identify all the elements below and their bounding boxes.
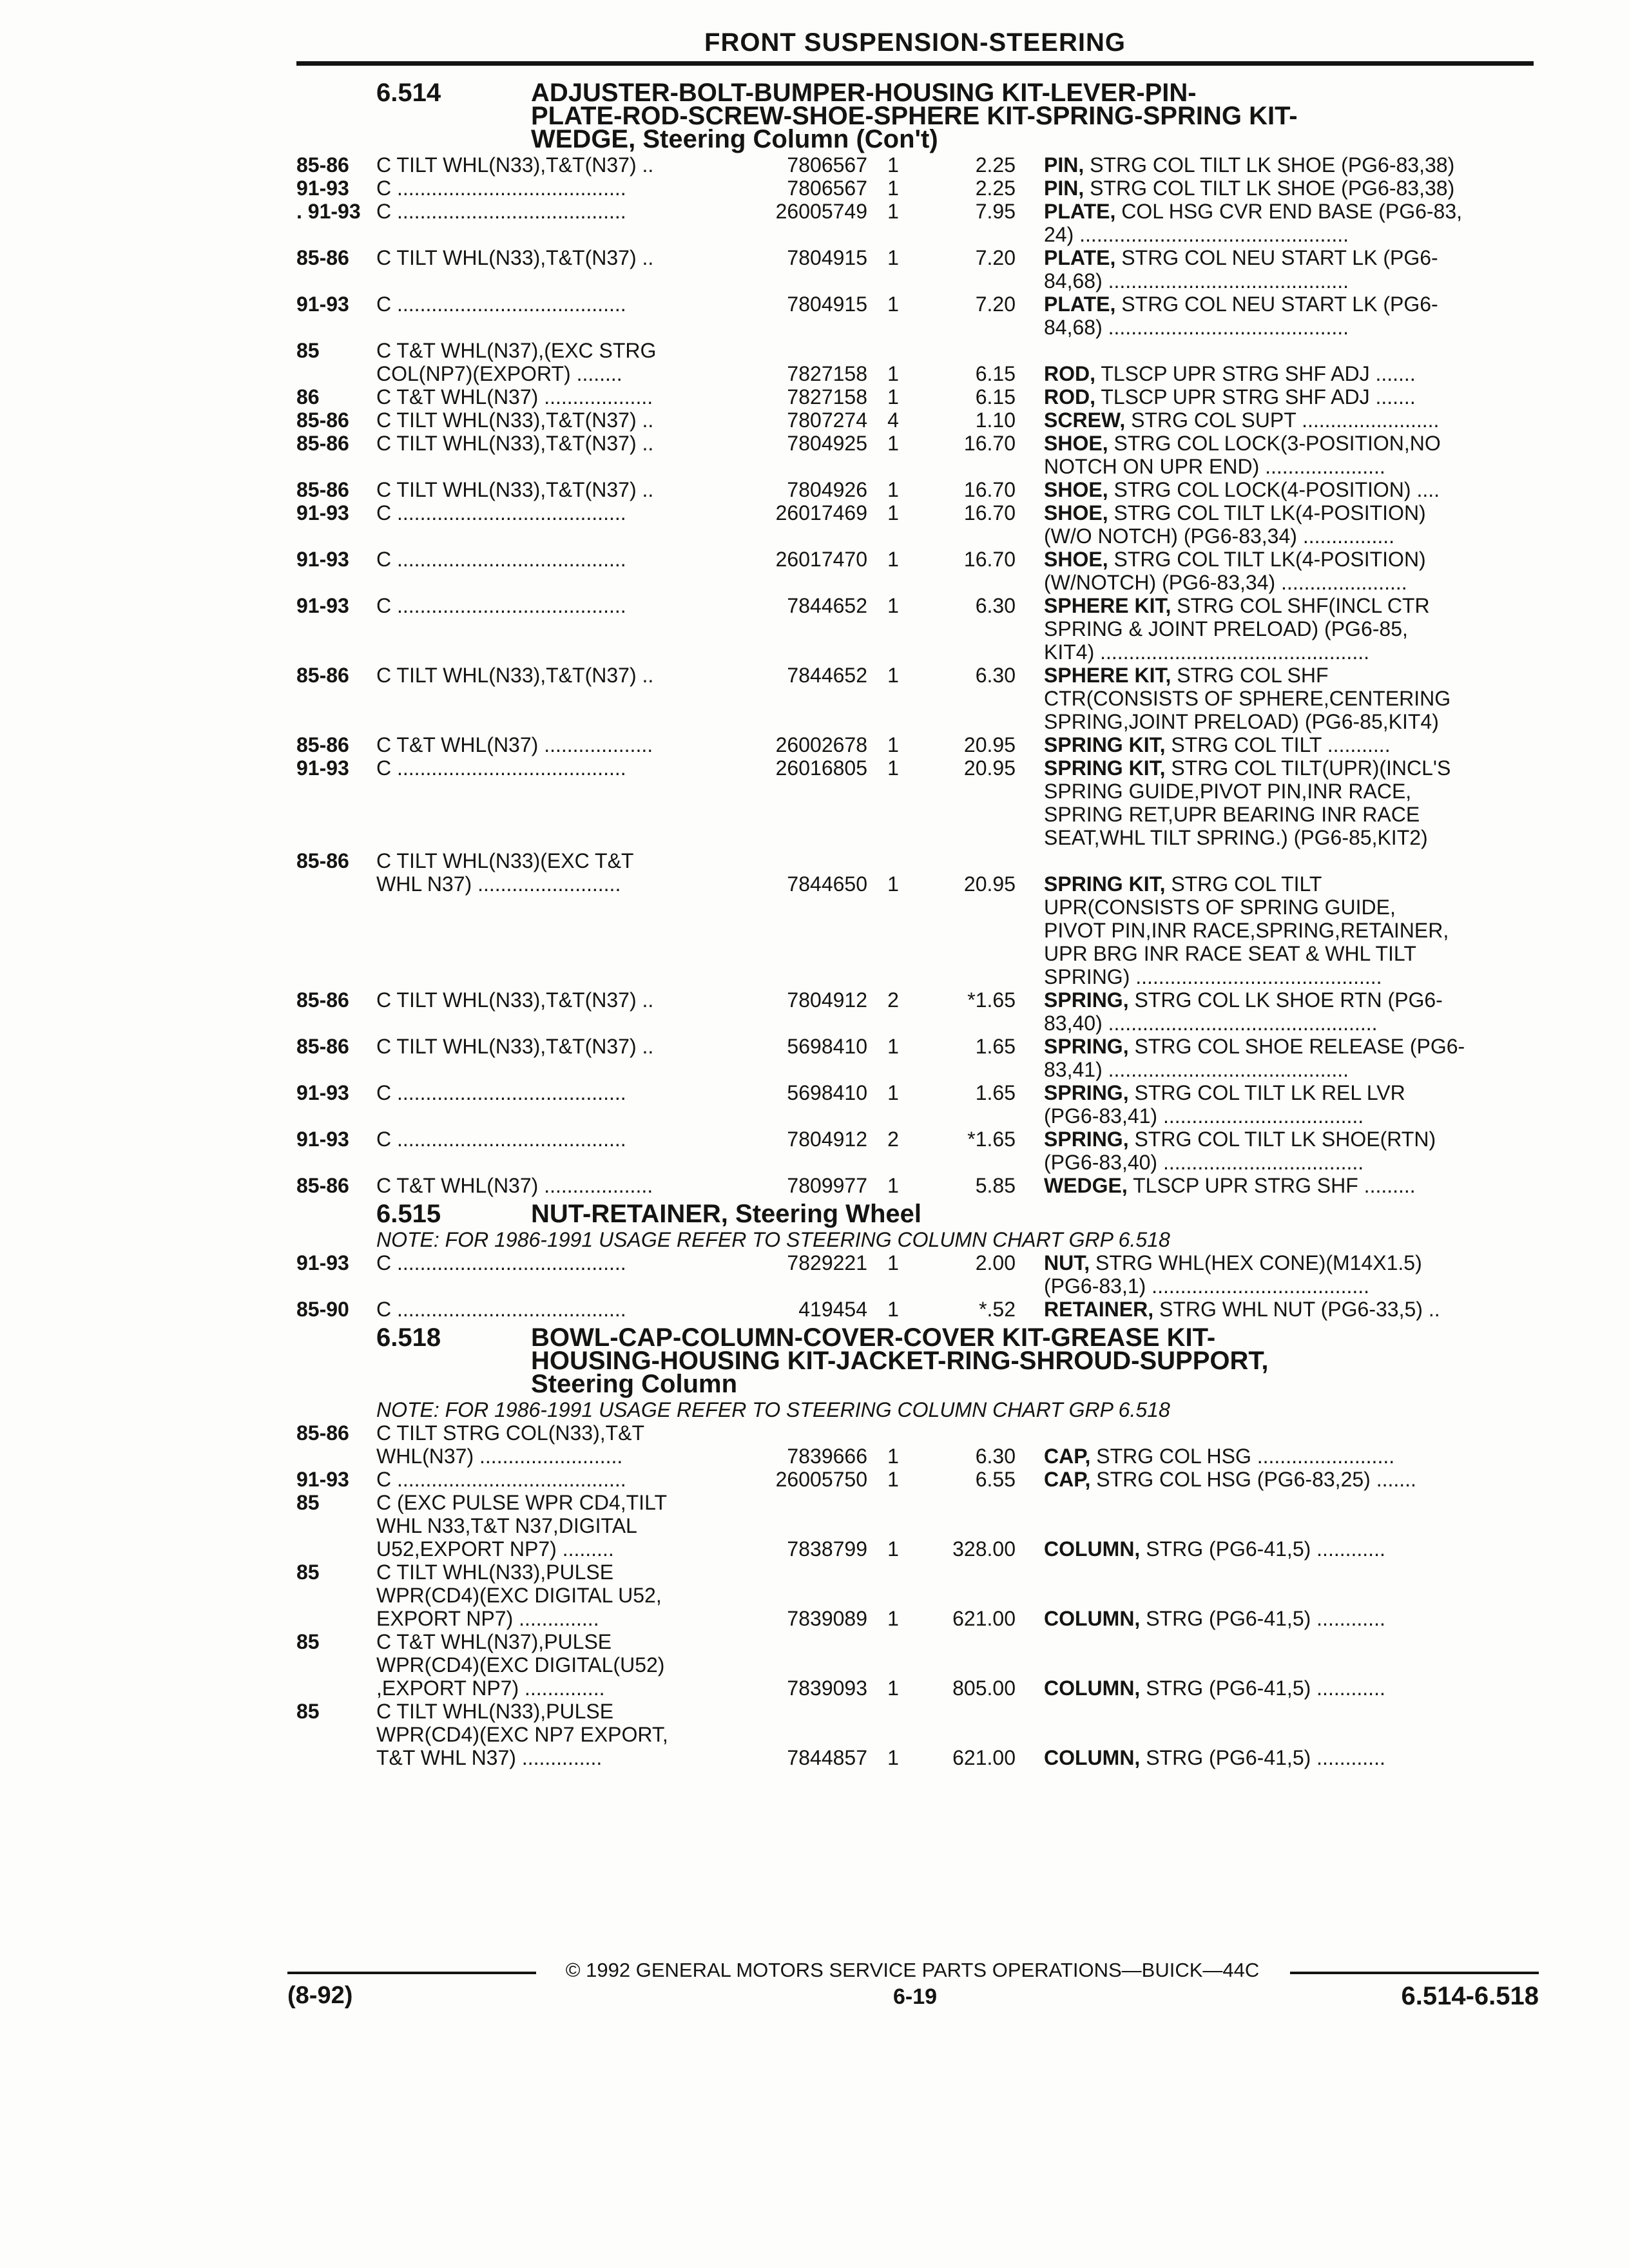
part-name-keyword: SPRING, — [1044, 1081, 1129, 1104]
section-heading — [296, 1323, 1534, 1398]
parts-row — [296, 385, 1534, 408]
part-name-keyword: RETAINER, — [1044, 1298, 1154, 1321]
model-years: 85-86 — [296, 1421, 349, 1445]
part-number: 7827158 — [787, 362, 867, 385]
model-years: 85-90 — [296, 1298, 349, 1321]
part-name-detail: TLSCP UPR STRG SHF ......... — [1127, 1174, 1416, 1197]
part-number: 7806567 — [787, 177, 867, 200]
part-name-keyword: SPRING, — [1044, 1128, 1129, 1151]
part-name — [1044, 432, 1534, 478]
part-name-keyword: COLUMN, — [1044, 1746, 1141, 1769]
part-number: 7844652 — [787, 594, 867, 617]
parts-row — [296, 339, 1534, 385]
quantity: 1 — [887, 548, 899, 571]
section-number: 6.518 — [376, 1323, 441, 1352]
part-name — [1044, 1491, 1534, 1561]
usage-description: C ........................................ — [376, 501, 626, 524]
part-name — [1044, 1421, 1534, 1468]
parts-row — [296, 1251, 1534, 1298]
model-years: 85-86 — [296, 153, 349, 177]
part-number: 26017470 — [775, 548, 867, 571]
part-number: 7838799 — [787, 1537, 867, 1561]
part-name-keyword: SHOE, — [1044, 478, 1108, 501]
model-years: 85 — [296, 1630, 320, 1653]
part-name — [1044, 1081, 1534, 1128]
quantity: 1 — [887, 1445, 899, 1468]
parts-row — [296, 664, 1534, 733]
parts-row — [296, 293, 1534, 339]
part-number: 7839089 — [787, 1607, 867, 1630]
quantity: 1 — [887, 1081, 899, 1104]
part-name-keyword: PLATE, — [1044, 200, 1116, 223]
quantity: 1 — [887, 1035, 899, 1058]
part-name — [1044, 293, 1534, 339]
part-name — [1044, 1035, 1534, 1081]
quantity: 1 — [887, 756, 899, 780]
parts-row — [296, 1491, 1534, 1561]
part-name-keyword: SPHERE KIT, — [1044, 594, 1171, 617]
quantity: 1 — [887, 1607, 899, 1630]
part-name-detail: STRG COL TILT UPR(CONSISTS OF SPRING GUIDE, PIVOT PIN,INR RACE,SPRING,RETAINER, UPR BRG INR RACE SEAT & WHL TILT SPRING) ........................................... — [1044, 872, 1449, 988]
section-heading — [296, 81, 1534, 151]
price: *1.65 — [967, 1128, 1016, 1151]
part-name-keyword: COLUMN, — [1044, 1607, 1141, 1630]
usage-description: C TILT WHL(N33),T&T(N37) .. — [376, 478, 654, 501]
footer-copyright: © 1992 GENERAL MOTORS SERVICE PARTS OPERATIONS—BUICK—44C — [565, 1959, 1260, 1981]
model-years: 91-93 — [296, 501, 349, 524]
parts-row — [296, 153, 1534, 177]
page-header: FRONT SUSPENSION-STEERING — [296, 28, 1534, 66]
quantity: 1 — [887, 200, 899, 223]
model-years: 91-93 — [296, 1128, 349, 1151]
part-number: 7804915 — [787, 246, 867, 269]
part-number: 419454 — [798, 1298, 867, 1321]
model-years: 91-93 — [296, 177, 349, 200]
model-years: 85-86 — [296, 1174, 349, 1197]
part-name — [1044, 988, 1534, 1035]
price: 20.95 — [963, 756, 1016, 780]
part-name-detail: STRG COL NEU START LK (PG6- 84,68) .......................................... — [1044, 246, 1438, 293]
footer-date: (8-92) — [287, 1982, 353, 2009]
part-number: 26002678 — [775, 733, 867, 756]
usage-description: C TILT WHL(N33),T&T(N37) .. — [376, 408, 654, 432]
part-name-detail: STRG (PG6-41,5) ............ — [1140, 1746, 1385, 1769]
usage-description: C TILT WHL(N33),PULSE WPR(CD4)(EXC DIGITAL U52, EXPORT NP7) .............. — [376, 1561, 662, 1630]
parts-row — [296, 594, 1534, 664]
usage-description: C (EXC PULSE WPR CD4,TILT WHL N33,T&T N37,DIGITAL U52,EXPORT NP7) ......... — [376, 1491, 668, 1561]
model-years: 91-93 — [296, 594, 349, 617]
usage-description: C ........................................ — [376, 1468, 626, 1491]
part-name-keyword: CAP, — [1044, 1468, 1091, 1491]
footer-section-range: 6.514-6.518 — [1401, 1982, 1539, 2010]
price: 6.30 — [975, 664, 1016, 687]
part-number: 26016805 — [775, 756, 867, 780]
part-number: 7829221 — [787, 1251, 867, 1274]
price: 6.15 — [975, 385, 1016, 408]
part-name-keyword: PIN, — [1044, 153, 1084, 177]
part-name-keyword: SPRING KIT, — [1044, 756, 1166, 780]
model-years: 85-86 — [296, 1035, 349, 1058]
part-name-keyword: SPRING, — [1044, 988, 1129, 1012]
price: 5.85 — [975, 1174, 1016, 1197]
parts-row — [296, 246, 1534, 293]
quantity: 1 — [887, 594, 899, 617]
part-name — [1044, 1700, 1534, 1769]
part-number: 7804912 — [787, 1128, 867, 1151]
part-name-keyword: SPRING, — [1044, 1035, 1129, 1058]
model-years: 85-86 — [296, 478, 349, 501]
part-name-keyword: COLUMN, — [1044, 1537, 1141, 1561]
model-years: 85 — [296, 1700, 320, 1723]
quantity: 1 — [887, 1677, 899, 1700]
part-name-keyword: ROD, — [1044, 362, 1095, 385]
quantity: 1 — [887, 478, 899, 501]
part-name — [1044, 339, 1534, 385]
parts-row — [296, 1468, 1534, 1491]
parts-row — [296, 200, 1534, 246]
model-years: 85-86 — [296, 408, 349, 432]
model-years: 91-93 — [296, 1251, 349, 1274]
usage-description: C T&T WHL(N37) ................... — [376, 733, 653, 756]
model-years: 85-86 — [296, 849, 349, 872]
model-years: 86 — [296, 385, 320, 408]
parts-row — [296, 1700, 1534, 1769]
parts-row — [296, 1421, 1534, 1468]
usage-description: C TILT WHL(N33),T&T(N37) .. — [376, 153, 654, 177]
part-name-keyword: PLATE, — [1044, 246, 1116, 269]
usage-description: C TILT WHL(N33),PULSE WPR(CD4)(EXC NP7 EXPORT, T&T WHL N37) .............. — [376, 1700, 668, 1769]
part-number: 7809977 — [787, 1174, 867, 1197]
part-name-keyword: CAP, — [1044, 1445, 1091, 1468]
part-name-detail: TLSCP UPR STRG SHF ADJ ....... — [1095, 362, 1416, 385]
part-number: 7804926 — [787, 478, 867, 501]
part-name — [1044, 478, 1534, 501]
part-number: 26017469 — [775, 501, 867, 524]
section-note: NOTE: FOR 1986-1991 USAGE REFER TO STEERING COLUMN CHART GRP 6.518 — [376, 1228, 1170, 1251]
part-name-detail: STRG COL TILT LK SHOE (PG6-83,38) — [1084, 153, 1455, 177]
price: *.52 — [979, 1298, 1016, 1321]
price: 2.25 — [975, 177, 1016, 200]
part-name-detail: STRG COL TILT LK SHOE (PG6-83,38) — [1084, 177, 1455, 200]
part-name — [1044, 177, 1534, 200]
usage-description: C TILT WHL(N33),T&T(N37) .. — [376, 432, 654, 455]
quantity: 1 — [887, 872, 899, 896]
price: 7.95 — [975, 200, 1016, 223]
part-number: 7844650 — [787, 872, 867, 896]
quantity: 1 — [887, 1746, 899, 1769]
part-number: 7806567 — [787, 153, 867, 177]
part-number: 7839093 — [787, 1677, 867, 1700]
part-name-detail: STRG COL TILT LK SHOE(RTN) (PG6-83,40) ................................... — [1044, 1128, 1436, 1174]
usage-description: C ........................................ — [376, 1128, 626, 1151]
part-number: 7807274 — [787, 408, 867, 432]
part-name-detail: STRG COL SHF(INCL CTR SPRING & JOINT PRELOAD) (PG6-85, KIT4) ............................................... — [1044, 594, 1430, 664]
usage-description: C TILT WHL(N33),T&T(N37) .. — [376, 246, 654, 269]
parts-row — [296, 1174, 1534, 1197]
price: *1.65 — [967, 988, 1016, 1012]
usage-description: C T&T WHL(N37),(EXC STRG COL(NP7)(EXPORT) ........ — [376, 339, 657, 385]
price: 7.20 — [975, 293, 1016, 316]
parts-row — [296, 756, 1534, 849]
quantity: 1 — [887, 1537, 899, 1561]
price: 1.10 — [975, 408, 1016, 432]
part-name-detail: STRG COL TILT LK(4-POSITION) (W/O NOTCH) (PG6-83,34) ................ — [1044, 501, 1426, 548]
usage-description: C ........................................ — [376, 1081, 626, 1104]
quantity: 1 — [887, 362, 899, 385]
price: 1.65 — [975, 1035, 1016, 1058]
part-name-detail: STRG COL TILT(UPR)(INCL'S SPRING GUIDE,PIVOT PIN,INR RACE, SPRING RET,UPR BEARING INR RACE SEAT,WHL TILT SPRING.) (PG6-85,KIT2) — [1044, 756, 1451, 849]
model-years: 85-86 — [296, 432, 349, 455]
part-number: 7804915 — [787, 293, 867, 316]
section-title: ADJUSTER-BOLT-BUMPER-HOUSING KIT-LEVER-PIN- PLATE-ROD-SCREW-SHOE-SPHERE KIT-SPRING-SPRING KIT- WEDGE, Steering Column (Con't) — [531, 79, 1298, 153]
part-name — [1044, 408, 1534, 432]
parts-row — [296, 849, 1534, 988]
part-name-keyword: SHOE, — [1044, 548, 1108, 571]
price: 328.00 — [952, 1537, 1016, 1561]
part-name-detail: STRG (PG6-41,5) ............ — [1140, 1677, 1385, 1700]
part-number: 7804925 — [787, 432, 867, 455]
price: 621.00 — [952, 1607, 1016, 1630]
price: 16.70 — [963, 432, 1016, 455]
part-name-keyword: SHOE, — [1044, 501, 1108, 524]
part-name-detail: STRG COL TILT LK(4-POSITION) (W/NOTCH) (PG6-83,34) ...................... — [1044, 548, 1426, 594]
model-years: 91-93 — [296, 293, 349, 316]
model-years: 85 — [296, 1561, 320, 1584]
section-heading — [296, 1200, 1534, 1228]
part-name — [1044, 733, 1534, 756]
section-number: 6.514 — [376, 79, 441, 107]
price: 16.70 — [963, 478, 1016, 501]
price: 20.95 — [963, 733, 1016, 756]
parts-row — [296, 1630, 1534, 1700]
part-name — [1044, 153, 1534, 177]
parts-row — [296, 1128, 1534, 1174]
quantity: 1 — [887, 246, 899, 269]
footer-rule-left — [287, 1972, 536, 1974]
part-name-keyword: COLUMN, — [1044, 1677, 1141, 1700]
usage-description: C TILT WHL(N33),T&T(N37) .. — [376, 1035, 654, 1058]
quantity: 1 — [887, 501, 899, 524]
part-name-detail: STRG WHL NUT (PG6-33,5) .. — [1153, 1298, 1440, 1321]
parts-row — [296, 501, 1534, 548]
part-name-keyword: SPRING KIT, — [1044, 733, 1166, 756]
part-name-detail: STRG (PG6-41,5) ............ — [1140, 1537, 1385, 1561]
part-name — [1044, 1630, 1534, 1700]
usage-description: C ........................................ — [376, 293, 626, 316]
usage-description: C TILT STRG COL(N33),T&T WHL(N37) ......................... — [376, 1421, 645, 1468]
part-number: 7827158 — [787, 385, 867, 408]
parts-row — [296, 1561, 1534, 1630]
part-name-keyword: WEDGE, — [1044, 1174, 1128, 1197]
usage-description: C ........................................ — [376, 594, 626, 617]
section-title: NUT-RETAINER, Steering Wheel — [531, 1200, 921, 1228]
part-number: 7804912 — [787, 988, 867, 1012]
model-years: 85-86 — [296, 246, 349, 269]
parts-row — [296, 478, 1534, 501]
model-years: . 91-93 — [296, 200, 361, 223]
part-name — [1044, 246, 1534, 293]
part-name — [1044, 664, 1534, 733]
model-years: 91-93 — [296, 548, 349, 571]
parts-row — [296, 988, 1534, 1035]
parts-row — [296, 1035, 1534, 1081]
part-name-detail: STRG COL HSG ........................ — [1090, 1445, 1395, 1468]
price: 16.70 — [963, 548, 1016, 571]
parts-row — [296, 1298, 1534, 1321]
part-number: 5698410 — [787, 1035, 867, 1058]
part-name-detail: STRG COL SHF CTR(CONSISTS OF SPHERE,CENTERING SPRING,JOINT PRELOAD) (PG6-85,KIT4) — [1044, 664, 1451, 733]
quantity: 2 — [887, 1128, 899, 1151]
usage-description: C T&T WHL(N37),PULSE WPR(CD4)(EXC DIGITAL(U52) ,EXPORT NP7) .............. — [376, 1630, 665, 1700]
part-name-detail: STRG WHL(HEX CONE)(M14X1.5) (PG6-83,1) ...................................... — [1044, 1251, 1422, 1298]
usage-description: C T&T WHL(N37) ................... — [376, 1174, 653, 1197]
quantity: 1 — [887, 1298, 899, 1321]
usage-description: C ........................................ — [376, 756, 626, 780]
part-name-keyword: SPRING KIT, — [1044, 872, 1166, 896]
price: 20.95 — [963, 872, 1016, 896]
part-name-keyword: SCREW, — [1044, 408, 1126, 432]
part-number: 26005750 — [775, 1468, 867, 1491]
part-number: 7839666 — [787, 1445, 867, 1468]
price: 7.20 — [975, 246, 1016, 269]
part-name-detail: STRG COL SHOE RELEASE (PG6- 83,41) .......................................... — [1044, 1035, 1465, 1081]
quantity: 1 — [887, 1174, 899, 1197]
quantity: 1 — [887, 1251, 899, 1274]
part-name — [1044, 1128, 1534, 1174]
price: 16.70 — [963, 501, 1016, 524]
quantity: 4 — [887, 408, 899, 432]
parts-row — [296, 432, 1534, 478]
model-years: 91-93 — [296, 1081, 349, 1104]
quantity: 1 — [887, 733, 899, 756]
part-name-detail: TLSCP UPR STRG SHF ADJ ....... — [1095, 385, 1416, 408]
part-name — [1044, 200, 1534, 246]
part-name — [1044, 1468, 1534, 1491]
usage-description: C ........................................ — [376, 548, 626, 571]
part-name-keyword: ROD, — [1044, 385, 1095, 408]
part-name — [1044, 501, 1534, 548]
part-name — [1044, 594, 1534, 664]
usage-description: C ........................................ — [376, 1251, 626, 1274]
footer-rule-right — [1290, 1972, 1539, 1974]
quantity: 1 — [887, 177, 899, 200]
part-name-keyword: SPHERE KIT, — [1044, 664, 1171, 687]
part-name — [1044, 1561, 1534, 1630]
parts-catalog-content — [296, 79, 1534, 1772]
part-name-detail: STRG (PG6-41,5) ............ — [1140, 1607, 1385, 1630]
usage-description: C T&T WHL(N37) ................... — [376, 385, 653, 408]
part-name-keyword: PLATE, — [1044, 293, 1116, 316]
part-number: 26005749 — [775, 200, 867, 223]
part-name — [1044, 548, 1534, 594]
part-number: 5698410 — [787, 1081, 867, 1104]
part-name — [1044, 1298, 1534, 1321]
usage-description: C TILT WHL(N33),T&T(N37) .. — [376, 988, 654, 1012]
part-name-detail: COL HSG CVR END BASE (PG6-83, 24) ............................................... — [1044, 200, 1463, 246]
part-name-keyword: NUT, — [1044, 1251, 1090, 1274]
part-number: 7844652 — [787, 664, 867, 687]
part-name-detail: STRG COL TILT LK REL LVR (PG6-83,41) ................................... — [1044, 1081, 1405, 1128]
part-name — [1044, 385, 1534, 408]
part-name-detail: STRG COL HSG (PG6-83,25) ....... — [1090, 1468, 1416, 1491]
model-years: 85 — [296, 339, 320, 362]
part-name — [1044, 1251, 1534, 1298]
parts-row — [296, 408, 1534, 432]
part-name-keyword: PIN, — [1044, 177, 1084, 200]
model-years: 85 — [296, 1491, 320, 1514]
usage-description: C ........................................ — [376, 1298, 626, 1321]
part-name — [1044, 756, 1534, 849]
usage-description: C TILT WHL(N33)(EXC T&T WHL N37) ......................... — [376, 849, 634, 896]
part-name-detail: STRG COL LOCK(3-POSITION,NO NOTCH ON UPR END) ..................... — [1044, 432, 1441, 478]
part-name-detail: STRG COL LK SHOE RTN (PG6- 83,40) ............................................... — [1044, 988, 1443, 1035]
part-name — [1044, 1174, 1534, 1197]
section-title: BOWL-CAP-COLUMN-COVER-COVER KIT-GREASE KIT- HOUSING-HOUSING KIT-JACKET-RING-SHROUD-SUPPORT, Steering Column — [531, 1323, 1269, 1398]
quantity: 1 — [887, 293, 899, 316]
parts-row — [296, 548, 1534, 594]
price: 2.00 — [975, 1251, 1016, 1274]
model-years: 85-86 — [296, 664, 349, 687]
part-name-detail: STRG COL TILT ........... — [1165, 733, 1391, 756]
footer-page-number: 6-19 — [892, 1984, 938, 2009]
parts-row — [296, 1081, 1534, 1128]
quantity: 1 — [887, 1468, 899, 1491]
part-name-keyword: SHOE, — [1044, 432, 1108, 455]
part-name — [1044, 849, 1534, 988]
part-name-detail: STRG COL NEU START LK (PG6- 84,68) .......................................... — [1044, 293, 1438, 339]
price: 6.30 — [975, 594, 1016, 617]
quantity: 1 — [887, 432, 899, 455]
model-years: 91-93 — [296, 756, 349, 780]
price: 1.65 — [975, 1081, 1016, 1104]
model-years: 85-86 — [296, 733, 349, 756]
model-years: 91-93 — [296, 1468, 349, 1491]
price: 6.30 — [975, 1445, 1016, 1468]
price: 2.25 — [975, 153, 1016, 177]
section-note: NOTE: FOR 1986-1991 USAGE REFER TO STEERING COLUMN CHART GRP 6.518 — [376, 1398, 1170, 1421]
usage-description: C TILT WHL(N33),T&T(N37) .. — [376, 664, 654, 687]
price: 6.15 — [975, 362, 1016, 385]
part-number: 7844857 — [787, 1746, 867, 1769]
price: 6.55 — [975, 1468, 1016, 1491]
quantity: 1 — [887, 664, 899, 687]
part-name-detail: STRG COL LOCK(4-POSITION) .... — [1108, 478, 1440, 501]
quantity: 1 — [887, 153, 899, 177]
quantity: 1 — [887, 385, 899, 408]
quantity: 2 — [887, 988, 899, 1012]
parts-row — [296, 177, 1534, 200]
model-years: 85-86 — [296, 988, 349, 1012]
parts-row — [296, 733, 1534, 756]
part-name-detail: STRG COL SUPT ........................ — [1125, 408, 1440, 432]
usage-description: C ........................................ — [376, 200, 626, 223]
section-number: 6.515 — [376, 1200, 441, 1228]
price: 621.00 — [952, 1746, 1016, 1769]
price: 805.00 — [952, 1677, 1016, 1700]
usage-description: C ........................................ — [376, 177, 626, 200]
